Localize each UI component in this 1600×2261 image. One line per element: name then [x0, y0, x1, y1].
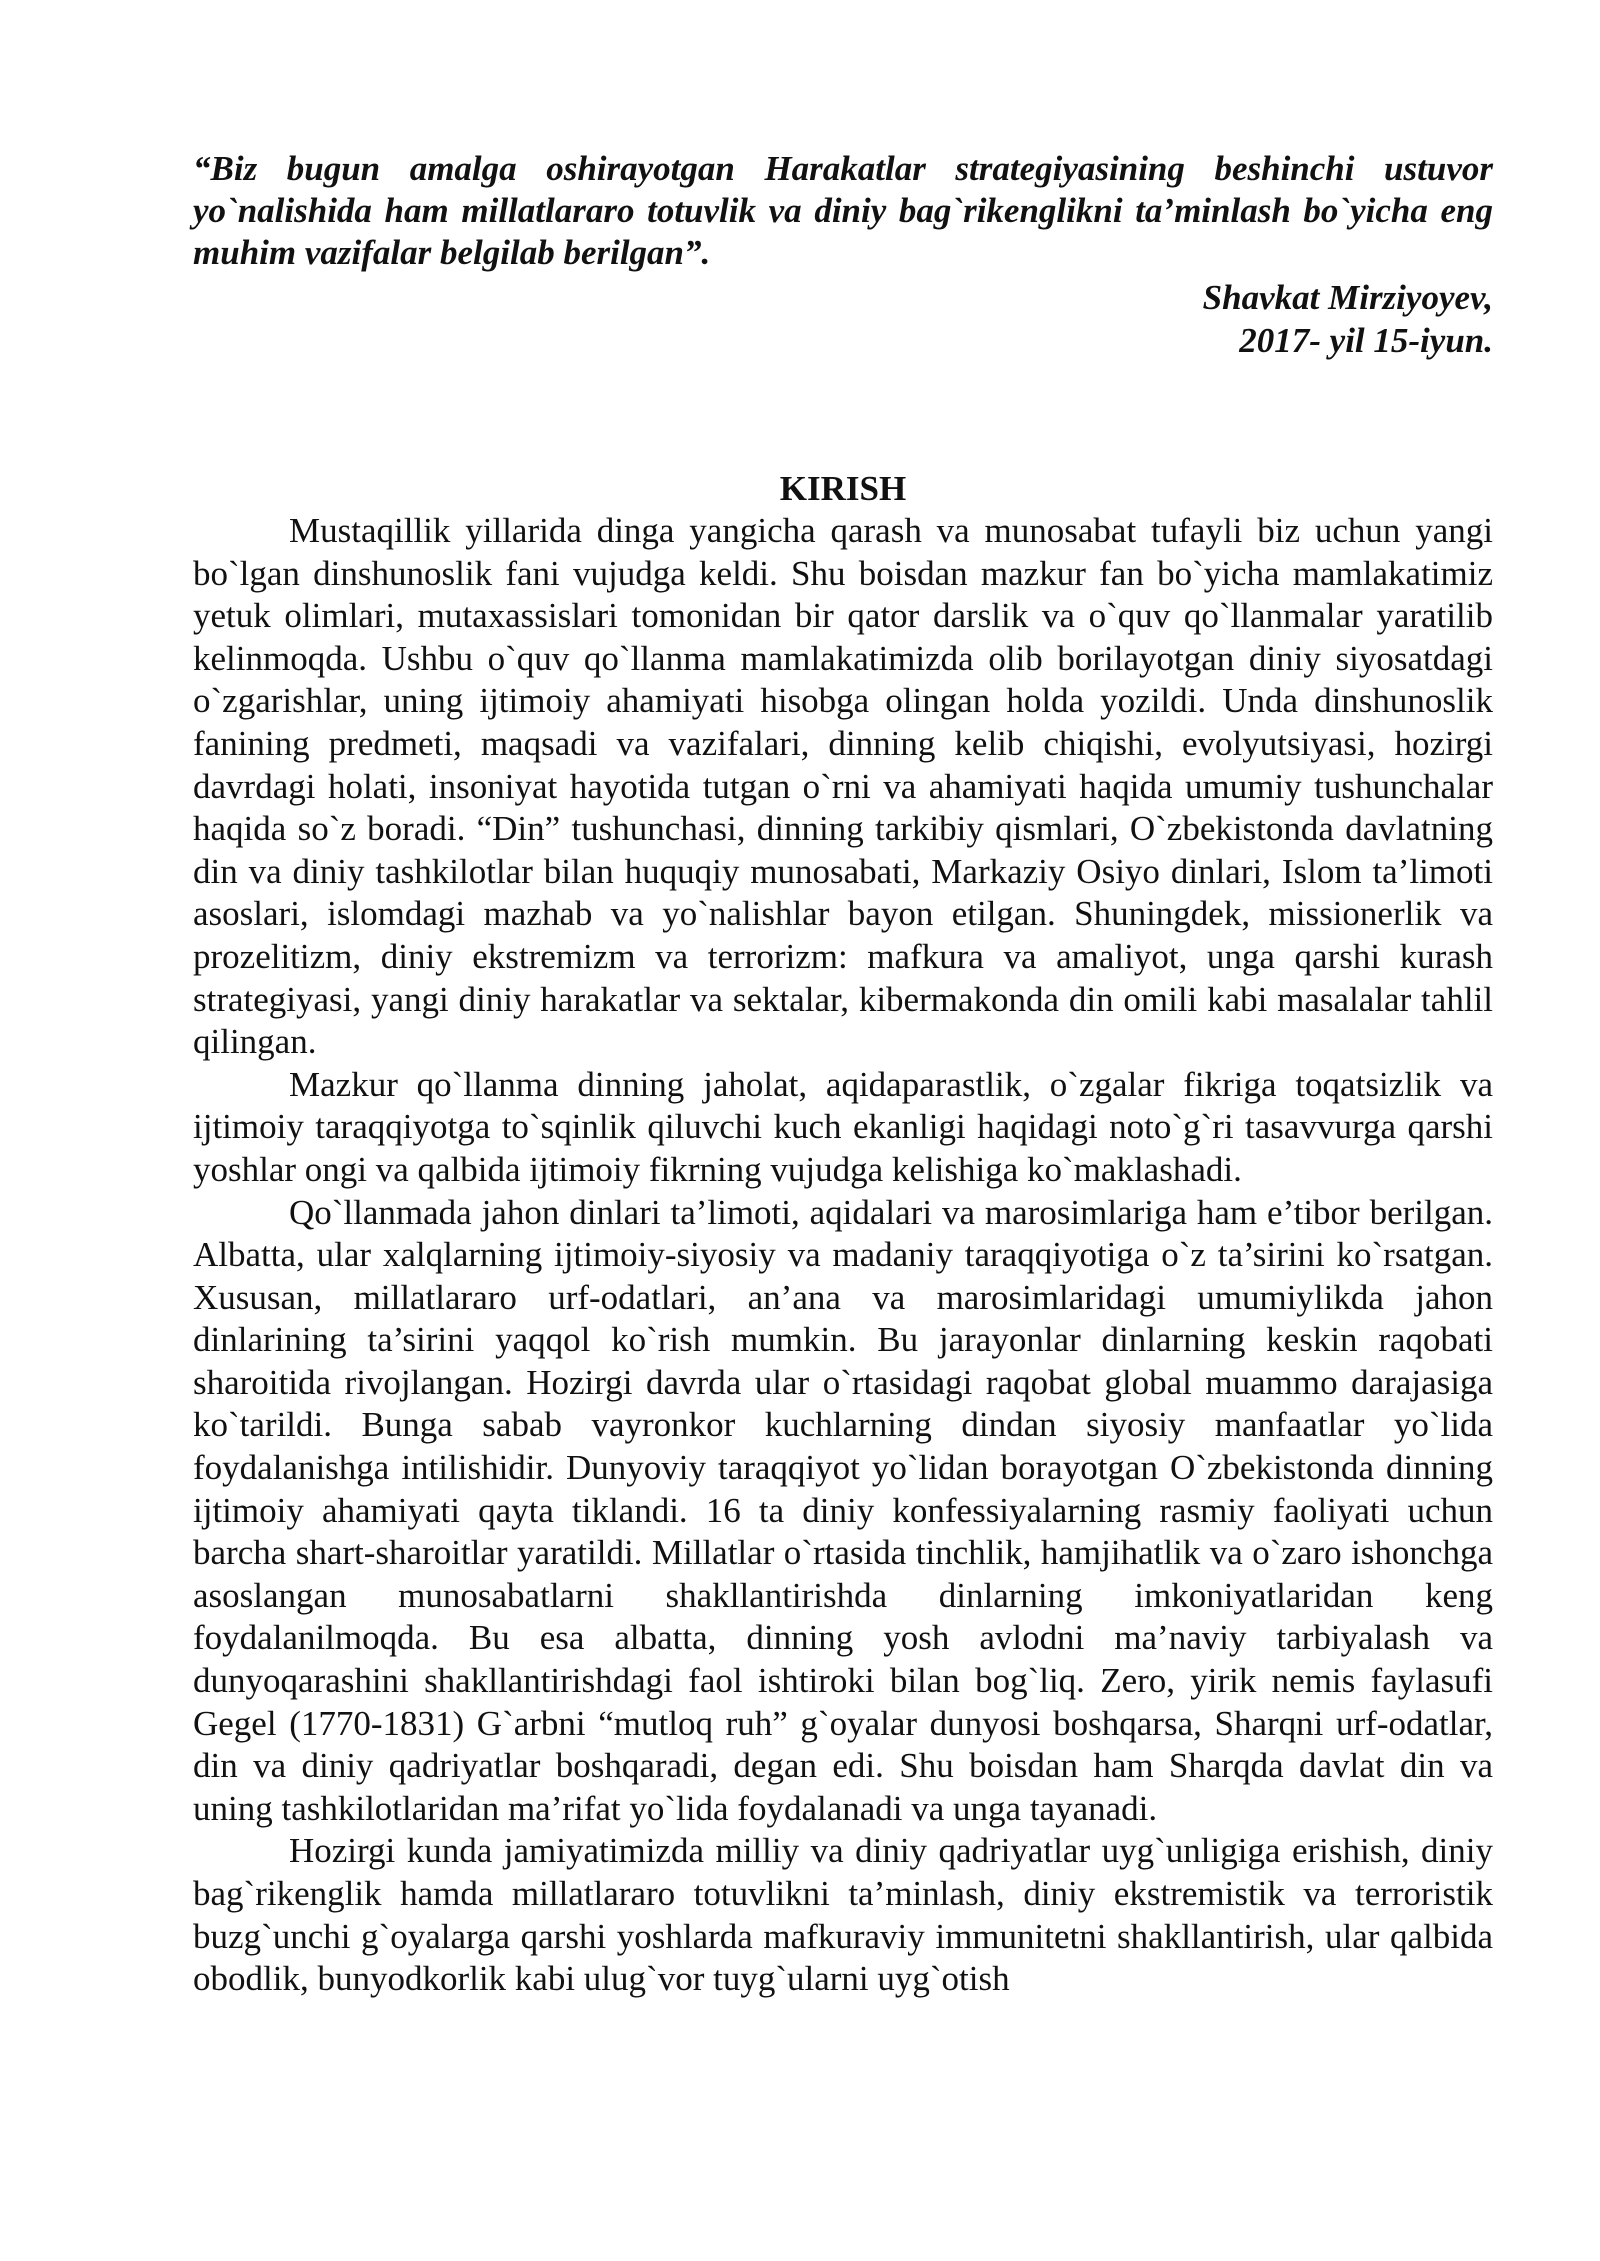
body-paragraph-1: Mustaqillik yillarida dinga yangicha qarash va munosabat tufayli biz uchun yangi bo`lgan dinshunoslik fani vujudga keldi. Shu boisdan mazkur fan bo`yicha mamlakatimiz yetuk olimlari, mutaxassislari tomonidan bir qator darslik va o`quv qo`llanmalar yaratilib kelinmoqda. Ushbu o`quv qo`llanma mamlakatimizda olib borilayotgan diniy siyosatdagi o`zgarishlar, uning ijtimoiy ahamiyati hisobga olingan holda yozildi. Unda dinshunoslik fanining predmeti, maqsadi va vazifalari, dinning kelib chiqishi, evolyutsiyasi, hozirgi davrdagi holati, insoniyat hayotida tutgan o`rni va ahamiyati haqida umumiy tushunchalar haqida so`z boradi. “Din” tushunchasi, dinning tarkibiy qismlari, O`zbekistonda davlatning din va diniy tashkilotlar bilan huquqiy munosabati, Markaziy Osiyo dinlari, Islom ta’limoti asoslari, islomdagi mazhab va yo`nalishlar bayon etilgan. Shuningdek, missionerlik va prozelitizm, diniy ekstremizm va terrorizm: mafkura va amaliyot, unga qarshi kurash strategiyasi, yangi diniy harakatlar va sektalar, kibermakonda din omili kabi masalalar tahlil qilingan.	[193, 511, 1493, 1062]
document-page	[193, 148, 1493, 2001]
epigraph-date: 2017- yil 15-iyun.	[1239, 321, 1493, 360]
body-paragraph-4: Hozirgi kunda jamiyatimizda milliy va diniy qadriyatlar uyg`unligiga erishish, diniy bag`rikenglik hamda millatlararo totuvlikni ta’minlash, diniy ekstremistik va terroristik buzg`unchi g`oyalarga qarshi yoshlarda mafkuraviy immunitetni shakllantirish, ular qalbida obodlik, bunyodkorlik kabi ulug`vor tuyg`ularni uyg`otish	[193, 1831, 1493, 1999]
epigraph-attribution	[193, 276, 1493, 362]
body-paragraph-2: Mazkur qo`llanma dinning jaholat, aqidaparastlik, o`zgalar fikriga toqatsizlik va ijtimoiy taraqqiyotga to`sqinlik qiluvchi kuch ekanligi haqidagi noto`g`ri tasavvurga qarshi yoshlar ongi va qalbida ijtimoiy fikrning vujudga kelishiga ko`maklashadi.	[193, 1064, 1493, 1189]
epigraph-quote: “Biz bugun amalga oshirayotgan Harakatlar strategiyasining beshinchi ustuvor yo`nalishida ham millatlararo totuvlik va diniy bag`rikenglikni ta’minlash bo`yicha eng muhim vazifalar belgilab berilgan”.	[193, 149, 1493, 272]
epigraph-author: Shavkat Mirziyoyev,	[1202, 278, 1493, 317]
body-paragraph-3: Qo`llanmada jahon dinlari ta’limoti, aqidalari va marosimlariga ham e’tibor berilgan. Albatta, ular xalqlarning ijtimoiy-siyosiy va madaniy taraqqiyotiga o`z ta’sirini ko`rsatgan. Xususan, millatlararo urf-odatlari, an’ana va marosimlaridagi umumiylikda jahon dinlarining ta’sirini yaqqol ko`rish mumkin. Bu jarayonlar dinlarning keskin raqobati sharoitida rivojlangan. Hozirgi davrda ular o`rtasidagi raqobat global muammo darajasiga ko`tarildi. Bunga sabab vayronkor kuchlarning dindan siyosiy manfaatlar yo`lida foydalanishga intilishidir. Dunyoviy taraqqiyot yo`lidan borayotgan O`zbekistonda dinning ijtimoiy ahamiyati qayta tiklandi. 16 ta diniy konfessiyalarning rasmiy faoliyati uchun barcha shart-sharoitlar yaratildi. Millatlar o`rtasida tinchlik, hamjihatlik va o`zaro ishonchga asoslangan munosabatlarni shakllantirishda dinlarning imkoniyatlaridan keng foydalanilmoqda. Bu esa albatta, dinning yosh avlodni ma’naviy tarbiyalash va dunyoqarashini shakllantirishdagi faol ishtiroki bilan bog`liq. Zero, yirik nemis faylasufi Gegel (1770-1831) G`arbni “mutloq ruh” g`oyalar dunyosi boshqarsa, Sharqni urf-odatlar, din va diniy qadriyatlar boshqaradi, degan edi. Shu boisdan ham Sharqda davlat din va uning tashkilotlaridan ma’rifat yo`lida foydalanadi va unga tayanadi.	[193, 1192, 1493, 1828]
section-title: KIRISH	[779, 469, 907, 508]
